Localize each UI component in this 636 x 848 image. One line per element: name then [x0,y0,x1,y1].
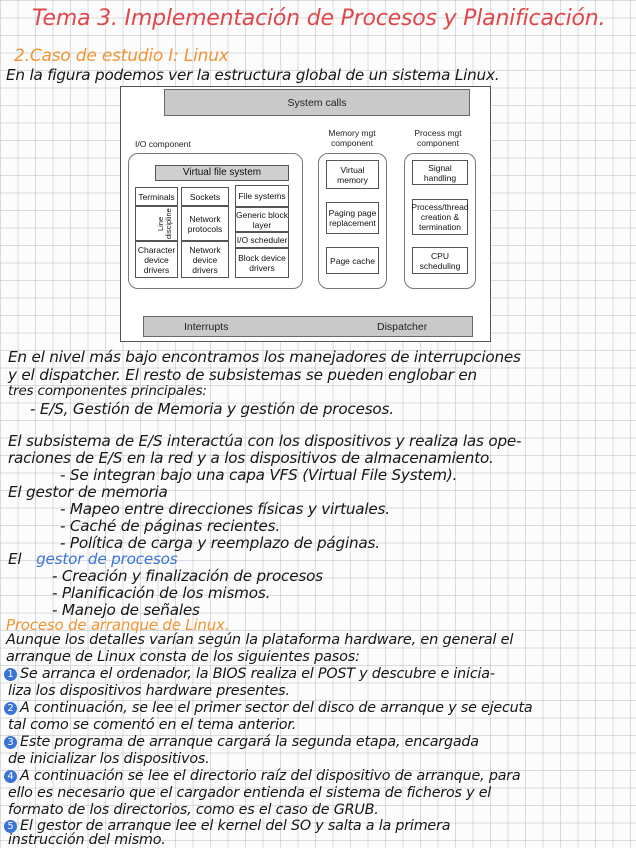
page-cache-cell: Page cache [326,247,379,274]
step-line [4,768,521,784]
step-text: Este programa de arranque cargará la segunda etapa, encargada [20,734,479,750]
step-line [4,700,532,716]
step-line [4,666,495,682]
block-device-drivers-cell: Block device drivers [235,248,289,278]
file-systems-cell: File systems [235,185,289,207]
line-discipline-label: Line discipline [156,208,173,239]
step-number: 3 [4,736,17,749]
step-text: A continuación, se lee el primer sector del disco de arranque y se ejecuta [20,700,533,716]
text-line: Aunque los detalles varían según la plataforma hardware, en general el [6,632,514,648]
character-device-drivers-cell: Character device drivers [135,241,178,278]
virtual-file-system-label: Virtual file system [182,167,262,178]
dispatcher-label: Dispatcher [377,321,428,333]
text-line: - Mapeo entre direcciones físicas y virtuales. [60,500,390,518]
terminals-cell: Terminals [135,187,178,206]
io-component-label: I/O component [135,139,191,149]
text-line: - Política de carga y reemplazo de páginas. [60,534,380,552]
virtual-file-system-cell [155,165,289,181]
interrupts-dispatcher-bar [143,316,473,337]
step-line: tal como se comentó en el tema anterior. [8,717,297,733]
linux-structure-diagram [120,86,491,342]
network-device-drivers-cell: Network device drivers [181,241,229,278]
signal-handling-cell: Signal handling [412,160,468,185]
system-calls-label: System calls [287,96,347,109]
line-discipline-cell [135,206,178,241]
paging-page-replacement-cell: Paging page replacement [326,202,379,234]
step-text: El gestor de arranque lee el kernel del SO y salta a la primera [20,818,451,834]
intro-text: En la figura podemos ver la estructura global de un sistema Linux. [6,66,500,84]
process-manager-highlight: gestor de procesos [36,550,178,568]
step-line: liza los dispositivos hardware presentes. [8,683,290,699]
process-manager-line [8,550,177,568]
step-line: formato de los directorios, como es el caso de GRUB. [8,802,379,818]
process-component-label: Process mgt component [414,128,462,148]
sockets-cell: Sockets [181,187,229,206]
text-line: raciones de E/S en la red y a los dispositivos de almacenamiento. [8,449,494,467]
process-manager-prefix: El [8,550,22,568]
io-scheduler-cell: I/O scheduler [235,232,289,248]
system-calls-bar [164,89,470,116]
text-line: En el nivel más bajo encontramos los manejadores de interrupciones [8,348,521,366]
page-title: Tema 3. Implementación de Procesos y Planificación. [32,6,606,31]
step-number: 1 [4,668,17,681]
text-line: y el dispatcher. El resto de subsistemas se pueden englobar en [8,366,477,384]
memory-component-label: Memory mgt component [328,128,376,148]
network-protocols-cell: Network protocols [181,206,229,241]
text-line: arranque de Linux consta de los siguientes pasos: [6,649,360,665]
step-text: Se arranca el ordenador, la BIOS realiza el POST y descubre e inicia- [20,666,495,682]
text-line: El gestor de memoria [8,483,168,501]
text-line: tres componentes principales: [8,383,207,399]
step-number: 4 [4,770,17,783]
boot-heading: Proceso de arranque de Linux. [6,616,230,634]
text-line: - Se integran bajo una capa VFS (Virtual File System). [60,466,458,484]
text-line: - Manejo de señales [52,601,200,619]
step-line: ello es necesario que el cargador entienda el sistema de ficheros y el [8,785,492,801]
virtual-memory-cell: Virtual memory [326,160,379,189]
text-line: El subsistema de E/S interactúa con los dispositivos y realiza las ope- [8,432,522,450]
step-line: de inicializar los dispositivos. [8,751,210,767]
generic-block-layer-cell: Generic block layer [235,207,289,232]
text-line: - E/S, Gestión de Memoria y gestión de procesos. [30,400,394,418]
text-line: - Caché de páginas recientes. [60,517,281,535]
step-line [4,734,479,750]
section-heading: 2.Caso de estudio I: Linux [14,46,229,66]
interrupts-label: Interrupts [184,321,229,333]
text-line: - Planificación de los mismos. [52,584,271,602]
step-number: 5 [4,820,17,833]
cpu-scheduling-cell: CPU scheduling [412,247,468,274]
process-thread-cell: Process/thread creation & termination [412,199,468,235]
step-number: 2 [4,702,17,715]
step-line: instrucción del mismo. [8,832,166,848]
step-text: A continuación se lee el directorio raíz del dispositivo de arranque, para [20,768,521,784]
text-line: - Creación y finalización de procesos [52,567,323,585]
